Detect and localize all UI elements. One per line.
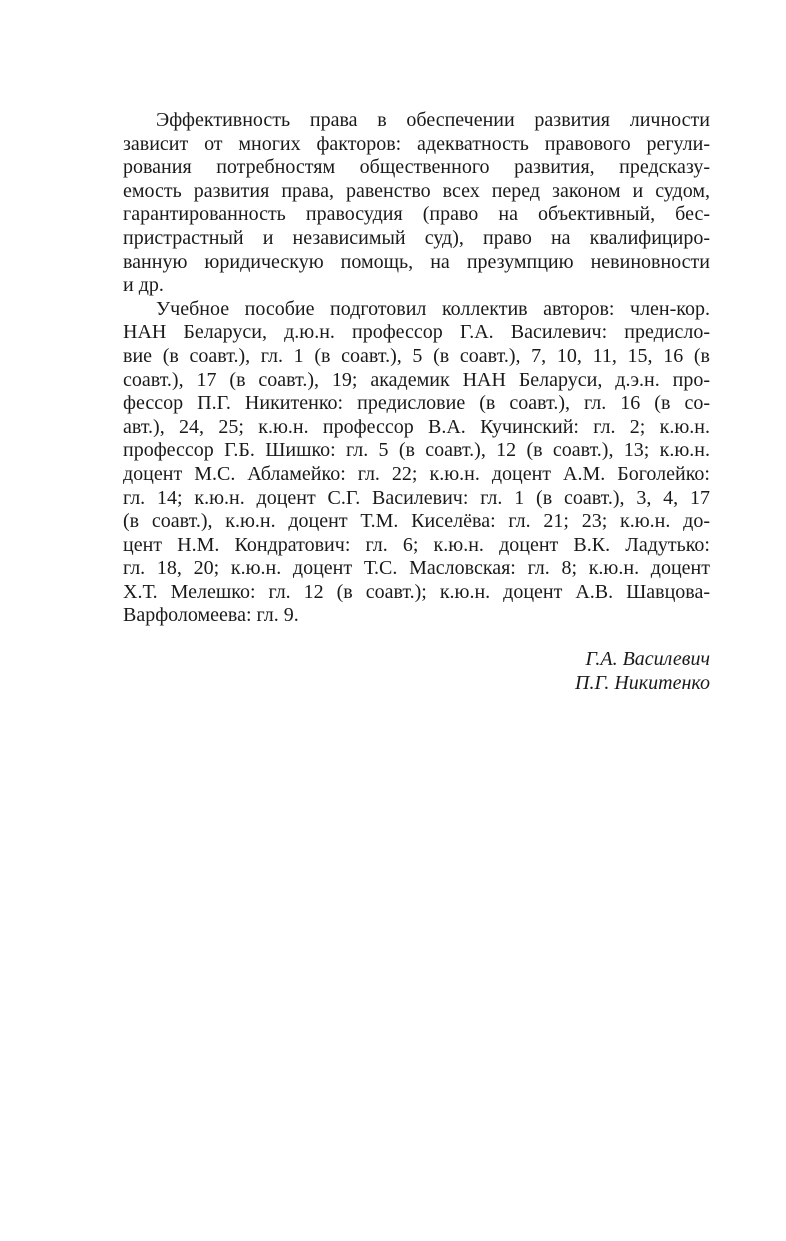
text-line: (в соавт.), к.ю.н. доцент Т.М. Киселёва: гл. 21; 23; к.ю.н. до- xyxy=(123,510,710,533)
text-line: Варфоломеева: гл. 9. xyxy=(123,604,299,627)
text-line: ванную юридическую помощь, на презумпцию невиновности xyxy=(123,250,710,273)
text-line: доцент М.С. Абламейко: гл. 22; к.ю.н. доцент А.М. Боголейко: xyxy=(123,462,710,485)
signature-author-1: Г.А. Василевич xyxy=(585,648,710,670)
text-line: пристрастный и независимый суд), право на квалифициро- xyxy=(123,226,710,249)
text-line: гл. 14; к.ю.н. доцент С.Г. Василевич: гл. 1 (в соавт.), 3, 4, 17 xyxy=(123,486,710,509)
text-line: профессор Г.Б. Шишко: гл. 5 (в соавт.), 12 (в соавт.), 13; к.ю.н. xyxy=(123,439,710,462)
text-line: НАН Беларуси, д.ю.н. профессор Г.А. Василевич: предисло- xyxy=(123,321,710,344)
text-line: емость развития права, равенство всех перед законом и судом, xyxy=(123,179,710,202)
text-line: и др. xyxy=(123,274,164,297)
text-line: вие (в соавт.), гл. 1 (в соавт.), 5 (в соавт.), 7, 10, 11, 15, 16 (в xyxy=(123,344,710,367)
text-line: цент Н.М. Кондратович: гл. 6; к.ю.н. доцент В.К. Ладутько: xyxy=(123,533,710,556)
text-line: рования потребностям общественного развития, предсказу- xyxy=(123,156,710,179)
text-line: гарантированность правосудия (право на объективный, бес- xyxy=(123,203,710,226)
text-line: Учебное пособие подготовил коллектив авторов: член-кор. xyxy=(156,297,710,320)
paragraph-factors xyxy=(123,109,710,298)
document-page xyxy=(123,109,710,628)
text-line: соавт.), 17 (в соавт.), 19; академик НАН Беларуси, д.э.н. про- xyxy=(123,368,710,391)
text-line: Эффективность права в обеспечении развития личности xyxy=(156,109,710,131)
text-line: Х.Т. Мелешко: гл. 12 (в соавт.); к.ю.н. доцент А.В. Шавцова- xyxy=(123,580,710,603)
signature-author-2: П.Г. Никитенко xyxy=(575,672,710,694)
text-line: фессор П.Г. Никитенко: предисловие (в соавт.), гл. 16 (в со- xyxy=(123,392,710,415)
text-line: зависит от многих факторов: адекватность правового регули- xyxy=(123,132,710,155)
paragraph-authors xyxy=(123,298,710,628)
signature-block xyxy=(575,647,710,695)
text-line: авт.), 24, 25; к.ю.н. профессор В.А. Кучинский: гл. 2; к.ю.н. xyxy=(123,415,710,438)
text-line: гл. 18, 20; к.ю.н. доцент Т.С. Масловская: гл. 8; к.ю.н. доцент xyxy=(123,557,710,580)
